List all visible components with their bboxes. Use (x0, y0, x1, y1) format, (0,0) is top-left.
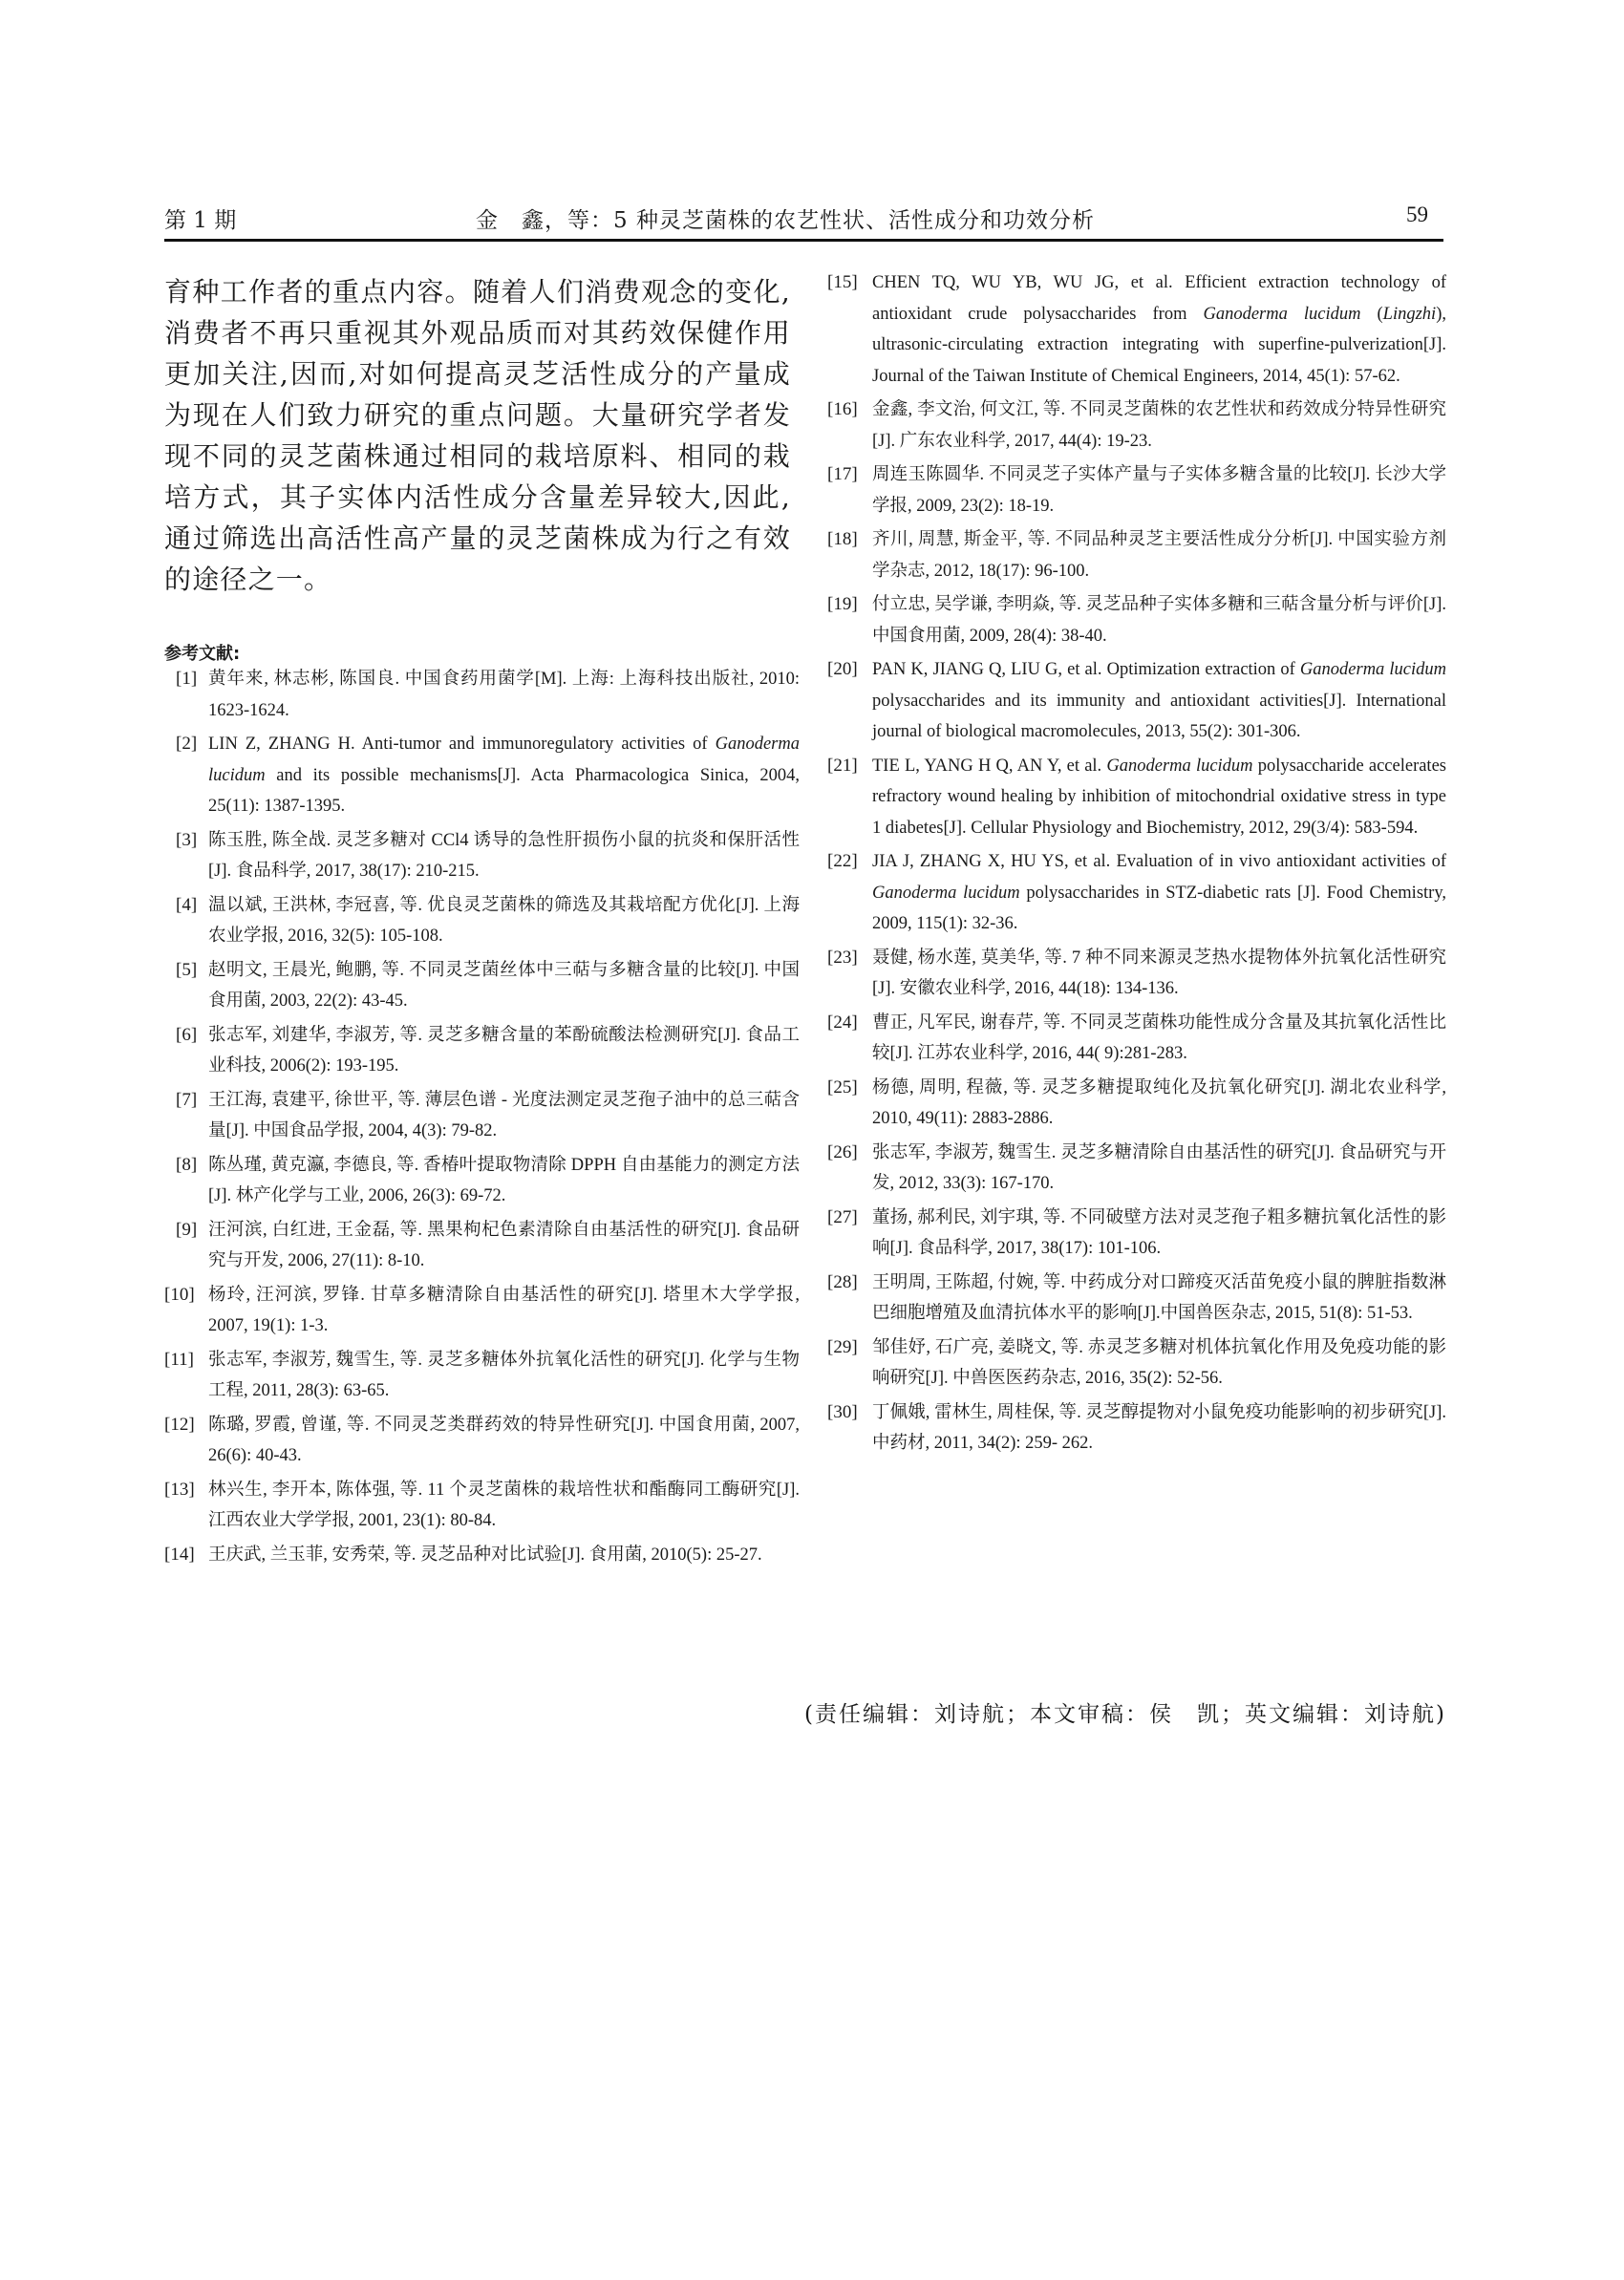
reference-text: 赵明文, 王晨光, 鲍鹏, 等. 不同灵芝菌丝体中三萜与多糖含量的比较[J]. 中国食用菌, 2003, 22(2): 43-45. (208, 960, 800, 1011)
reference-item (827, 1073, 1446, 1135)
reference-text: 金鑫, 李文治, 何文江, 等. 不同灵芝菌株的农艺性状和药效成分特异性研究[J]. 广东农业科学, 2017, 44(4): 19-23. (872, 400, 1446, 451)
reference-item (164, 664, 800, 726)
body-paragraph: 育种工作者的重点内容。随着人们消费观念的变化,消费者不再只重视其外观品质而对其药效保健作用更加关注,因而,对如何提高灵芝活性成分的产量成为现在人们致力研究的重点问题。大量研究学者发现不同的灵芝菌株通过相同的栽培原料、相同的栽培方式，其子实体内活性成分含量差异较大,因此,通过筛选出高活性高产量的灵芝菌株成为行之有效的途径之一。 (164, 276, 791, 595)
reference-item (164, 1280, 800, 1342)
species-name-italic: Ganoderma lucidum (208, 735, 800, 785)
reference-number: [28] (827, 1271, 858, 1292)
header-rule (164, 239, 1443, 242)
reference-item (164, 1540, 800, 1571)
reference-number: [5] (176, 959, 198, 980)
reference-item (827, 846, 1446, 940)
reference-item (827, 943, 1446, 1005)
reference-number: [13] (164, 1479, 195, 1500)
reference-text-part: CHEN TQ, WU YB, WU JG, et al. Efficient extraction technology of antioxidant crude polysaccharides from (872, 273, 1446, 324)
reference-text-part: polysaccharide accelerates refractory wound healing by inhibition of mitochondrial oxidative stress in type 1 diabetes[J]. Cellular Physiology and Biochemistry, 2012, 29(3/4): 583-594. (872, 756, 1446, 838)
reference-item (164, 955, 800, 1017)
reference-item (827, 1268, 1446, 1330)
reference-item (164, 1345, 800, 1407)
reference-text-part: ), ultrasonic-circulating extraction integrating with superfine-pulverization[J]. Journal of the Taiwan Institute of Chemical Engineers, 2014, 45(1): 57-62. (872, 304, 1446, 386)
reference-item (164, 1410, 800, 1472)
reference-text-part: polysaccharides in STZ-diabetic rats [J]. Food Chemistry, 2009, 115(1): 32-36. (872, 883, 1446, 933)
reference-number: [20] (827, 659, 858, 679)
reference-number: [15] (827, 272, 858, 292)
reference-text: 王江海, 袁建平, 徐世平, 等. 薄层色谱 - 光度法测定灵芝孢子油中的总三萜含量[J]. 中国食品学报, 2004, 4(3): 79-82. (208, 1090, 800, 1140)
reference-item (164, 1475, 800, 1537)
reference-item (827, 394, 1446, 457)
page-number: 59 (1406, 202, 1428, 226)
reference-text: 杨德, 周明, 程薇, 等. 灵芝多糖提取纯化及抗氧化研究[J]. 湖北农业科学, 2010, 49(11): 2883-2886. (872, 1077, 1446, 1128)
reference-item (827, 267, 1446, 392)
reference-text: 温以斌, 王洪林, 李冠喜, 等. 优良灵芝菌株的筛选及其栽培配方优化[J]. 上海农业学报, 2016, 32(5): 105-108. (208, 895, 800, 946)
reference-item (164, 1215, 800, 1277)
reference-item (164, 1020, 800, 1082)
reference-text: 黄年来, 林志彬, 陈国良. 中国食药用菌学[M]. 上海: 上海科技出版社, 2010: 1623-1624. (208, 670, 800, 720)
reference-number: [1] (176, 669, 198, 689)
reference-text: 汪河滨, 白红进, 王金磊, 等. 黑果枸杞色素清除自由基活性的研究[J]. 食品研究与开发, 2006, 27(11): 8-10. (208, 1220, 800, 1270)
reference-number: [16] (827, 399, 858, 419)
reference-text: 曹正, 凡军民, 谢春芹, 等. 不同灵芝菌株功能性成分含量及其抗氧化活性比较[J]. 江苏农业科学, 2016, 44( 9):281-283. (872, 1012, 1446, 1063)
reference-number: [7] (176, 1089, 198, 1110)
species-name-italic: Ganoderma lucidum (1203, 304, 1361, 324)
reference-item (827, 1138, 1446, 1200)
reference-text: 聂健, 杨水莲, 莫美华, 等. 7 种不同来源灵芝热水提物体外抗氧化活性研究[J]. 安徽农业科学, 2016, 44(18): 134-136. (872, 948, 1446, 998)
reference-item (827, 589, 1446, 651)
reference-number: [21] (827, 755, 858, 776)
reference-text (208, 735, 800, 816)
reference-text: 董扬, 郝利民, 刘宇琪, 等. 不同破壁方法对灵芝孢子粗多糖抗氧化活性的影响[J]. 食品科学, 2017, 38(17): 101-106. (872, 1207, 1446, 1258)
reference-text (872, 273, 1446, 386)
reference-text-part: PAN K, JIANG Q, LIU G, et al. Optimization extraction of (872, 660, 1300, 679)
reference-item (827, 524, 1446, 586)
reference-item (827, 1203, 1446, 1265)
reference-text (872, 852, 1446, 933)
reference-text-part: LIN Z, ZHANG H. Anti-tumor and immunoregulatory activities of (208, 735, 716, 754)
species-name-italic: Ganoderma lucidum (1299, 660, 1447, 679)
reference-text: 王明周, 王陈超, 付婉, 等. 中药成分对口蹄疫灭活苗免疫小鼠的脾脏指数淋巴细胞增殖及血清抗体水平的影响[J].中国兽医杂志, 2015, 51(8): 51-53. (872, 1272, 1446, 1323)
issue-number: 第 1 期 (164, 208, 237, 233)
reference-number: [6] (176, 1024, 198, 1045)
reference-text: 张志军, 李淑芳, 魏雪生, 等. 灵芝多糖体外抗氧化活性的研究[J]. 化学与生物工程, 2011, 28(3): 63-65. (208, 1350, 800, 1400)
running-title: 金 鑫，等：5 种灵芝菌株的农艺性状、活性成分和功效分析 (476, 208, 1095, 233)
reference-item (164, 1085, 800, 1147)
reference-number: [14] (164, 1544, 195, 1565)
reference-text: 邹佳妤, 石广亮, 姜晓文, 等. 赤灵芝多糖对机体抗氧化作用及免疫功能的影响研究[J]. 中兽医医药杂志, 2016, 35(2): 52-56. (872, 1337, 1446, 1388)
reference-number: [25] (827, 1076, 858, 1097)
editor-credits: (责任编辑：刘诗航；本文审稿：侯 凯；英文编辑：刘诗航) (804, 1702, 1446, 1727)
reference-item (827, 654, 1446, 748)
reference-number: [8] (176, 1154, 198, 1175)
reference-number: [9] (176, 1219, 198, 1240)
reference-number: [24] (827, 1012, 858, 1033)
reference-text-part: ( (1360, 304, 1383, 324)
reference-text: 陈丛瑾, 黄克瀛, 李德良, 等. 香椿叶提取物清除 DPPH 自由基能力的测定方法[J]. 林产化学与工业, 2006, 26(3): 69-72. (208, 1155, 800, 1205)
reference-item (827, 1332, 1446, 1395)
reference-text-part: and its possible mechanisms[J]. Acta Pharmacologica Sinica, 2004, 25(11): 1387-1395. (208, 765, 800, 816)
reference-text: 周连玉陈圆华. 不同灵芝子实体产量与子实体多糖含量的比较[J]. 长沙大学学报, 2009, 23(2): 18-19. (872, 465, 1446, 516)
reference-number: [26] (827, 1141, 858, 1162)
reference-number: [10] (164, 1284, 195, 1305)
reference-text: 齐川, 周慧, 斯金平, 等. 不同品种灵芝主要活性成分分析[J]. 中国实验方剂学杂志, 2012, 18(17): 96-100. (872, 530, 1446, 581)
reference-text: 付立忠, 吴学谦, 李明焱, 等. 灵芝品种子实体多糖和三萜含量分析与评价[J]. 中国食用菌, 2009, 28(4): 38-40. (872, 595, 1446, 646)
reference-text: 丁佩娥, 雷林生, 周桂保, 等. 灵芝醇提物对小鼠免疫功能影响的初步研究[J]. 中药材, 2011, 34(2): 259- 262. (872, 1402, 1446, 1453)
reference-list-right (827, 267, 1446, 1462)
reference-item (164, 825, 800, 887)
reference-text: 张志军, 李淑芳, 魏雪生. 灵芝多糖清除自由基活性的研究[J]. 食品研究与开发, 2012, 33(3): 167-170. (872, 1142, 1446, 1193)
reference-number: [30] (827, 1401, 858, 1422)
reference-number: [19] (827, 594, 858, 614)
running-header (164, 199, 1443, 233)
reference-text: 杨玲, 汪河滨, 罗锋. 甘草多糖清除自由基活性的研究[J]. 塔里木大学学报, 2007, 19(1): 1-3. (208, 1285, 800, 1335)
reference-number: [29] (827, 1336, 858, 1357)
reference-text: 王庆武, 兰玉菲, 安秀荣, 等. 灵芝品种对比试验[J]. 食用菌, 2010(5): 25-27. (208, 1545, 762, 1565)
reference-item (164, 1150, 800, 1212)
reference-number: [22] (827, 851, 858, 871)
reference-text (872, 756, 1446, 838)
reference-item (164, 729, 800, 822)
reference-number: [18] (827, 529, 858, 549)
reference-item (164, 890, 800, 952)
reference-number: [11] (164, 1349, 194, 1370)
reference-number: [17] (827, 464, 858, 484)
species-name-italic: Ganoderma lucidum (872, 883, 1020, 903)
species-name-italic: Lingzhi (1382, 304, 1437, 324)
reference-item (827, 1008, 1446, 1070)
reference-number: [3] (176, 829, 198, 850)
reference-text: 张志军, 刘建华, 李淑芳, 等. 灵芝多糖含量的苯酚硫酸法检测研究[J]. 食品工业科技, 2006(2): 193-195. (208, 1025, 800, 1076)
reference-text: 陈玉胜, 陈全战. 灵芝多糖对 CCl4 诱导的急性肝损伤小鼠的抗炎和保肝活性[J]. 食品科学, 2017, 38(17): 210-215. (208, 830, 800, 881)
reference-number: [2] (176, 734, 198, 754)
reference-number: [4] (176, 894, 198, 915)
reference-list-left (164, 664, 800, 1573)
reference-item (827, 1397, 1446, 1460)
reference-text: 陈璐, 罗霞, 曾谨, 等. 不同灵芝类群药效的特异性研究[J]. 中国食用菌, 2007, 26(6): 40-43. (208, 1415, 800, 1465)
reference-text: 林兴生, 李开本, 陈体强, 等. 11 个灵芝菌株的栽培性状和酯酶同工酶研究[J]. 江西农业大学学报, 2001, 23(1): 80-84. (208, 1480, 800, 1530)
reference-text (872, 660, 1446, 741)
reference-item (827, 751, 1446, 844)
reference-text-part: TIE L, YANG H Q, AN Y, et al. (872, 756, 1107, 776)
reference-number: [12] (164, 1414, 195, 1435)
species-name-italic: Ganoderma lucidum (1106, 756, 1253, 776)
reference-text-part: polysaccharides and its immunity and antioxidant activities[J]. International journal of biological macromolecules, 2013, 55(2): 301-306. (872, 691, 1446, 741)
reference-item (827, 459, 1446, 522)
reference-number: [27] (827, 1206, 858, 1227)
reference-number: [23] (827, 947, 858, 968)
reference-text-part: JIA J, ZHANG X, HU YS, et al. Evaluation of in vivo antioxidant activities of (872, 852, 1446, 871)
references-heading: 参考文献: (164, 644, 241, 664)
